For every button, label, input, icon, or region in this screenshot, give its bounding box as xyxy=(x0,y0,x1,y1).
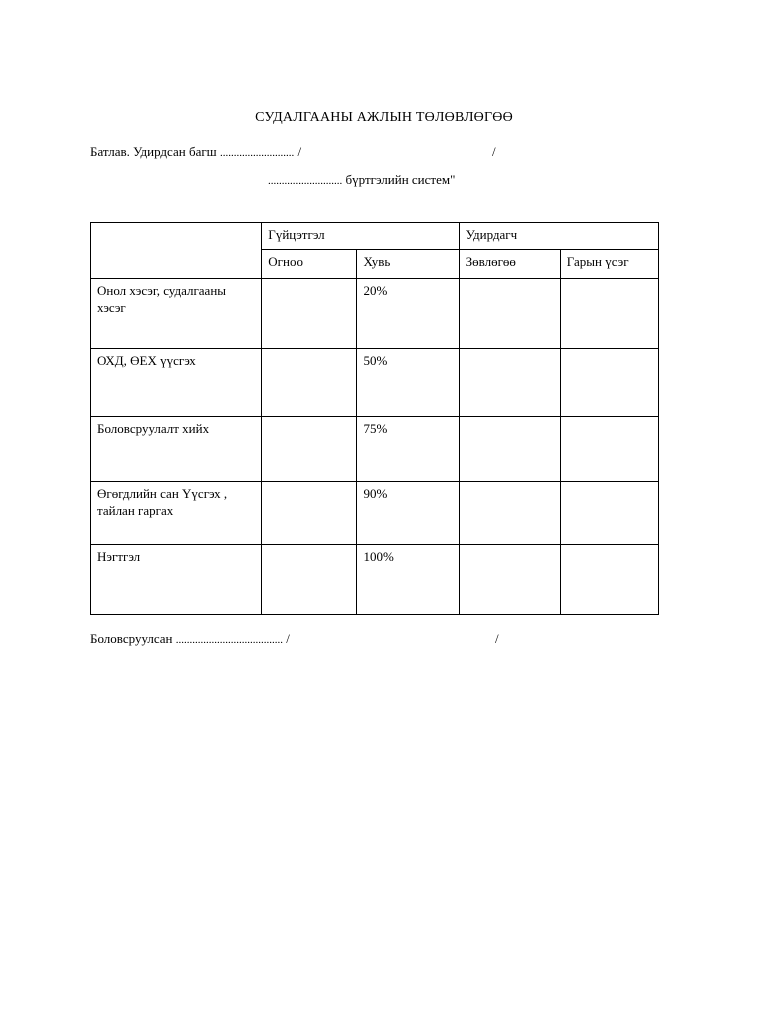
document-title: СУДАЛГААНЫ АЖЛЫН ТӨЛӨВЛӨГӨӨ xyxy=(255,110,513,125)
table-row xyxy=(91,417,659,482)
date-cell xyxy=(262,279,357,349)
advice-cell xyxy=(459,417,560,482)
signature-cell xyxy=(560,545,658,615)
date-cell xyxy=(262,482,357,545)
header-signature: Гарын үсэг xyxy=(560,250,658,279)
percent-cell: 50% xyxy=(357,349,459,417)
system-text: бүртгэлийн систем" xyxy=(345,172,456,187)
task-cell: Боловсруулалт хийх xyxy=(91,417,262,482)
table-row xyxy=(91,482,659,545)
table-corner-cell xyxy=(91,223,262,279)
header-date: Огноо xyxy=(262,250,357,279)
table-row xyxy=(91,349,659,417)
prepared-dots: ....................................... xyxy=(175,634,284,646)
table-row xyxy=(91,545,659,615)
percent-cell: 90% xyxy=(357,482,459,545)
approval-slash-2: / xyxy=(492,144,496,159)
signature-cell xyxy=(560,349,658,417)
prepared-line xyxy=(90,631,290,647)
approval-dots: ........................... xyxy=(219,147,295,159)
task-cell: Өгөгдлийн сан Үүсгэх , тайлан гаргах xyxy=(91,482,262,545)
header-advice: Зөвлөгөө xyxy=(459,250,560,279)
approval-slash-1: / xyxy=(297,144,302,159)
prepared-slash-1: / xyxy=(286,631,290,646)
advice-cell xyxy=(459,482,560,545)
system-line xyxy=(268,172,455,188)
percent-cell: 75% xyxy=(357,417,459,482)
advice-cell xyxy=(459,279,560,349)
prepared-slash-2: / xyxy=(495,631,499,646)
date-cell xyxy=(262,417,357,482)
date-cell xyxy=(262,349,357,417)
task-cell: ОХД, ӨЕХ үүсгэх xyxy=(91,349,262,417)
advice-cell xyxy=(459,349,560,417)
approval-line xyxy=(90,144,301,160)
advice-cell xyxy=(459,545,560,615)
date-cell xyxy=(262,545,357,615)
task-cell: Нэгтгэл xyxy=(91,545,262,615)
header-progress: Гүйцэтгэл xyxy=(262,223,459,250)
approval-label: Батлав. Удирдсан багш xyxy=(90,144,217,159)
percent-cell: 100% xyxy=(357,545,459,615)
table-row xyxy=(91,279,659,349)
system-dots: ........................... xyxy=(268,175,343,187)
percent-cell: 20% xyxy=(357,279,459,349)
prepared-label: Боловсруулсан xyxy=(90,631,173,646)
header-percent: Хувь xyxy=(357,250,459,279)
task-cell: Онол хэсэг, судалгааны хэсэг xyxy=(91,279,262,349)
table-header-group-row xyxy=(91,223,659,250)
signature-cell xyxy=(560,417,658,482)
signature-cell xyxy=(560,279,658,349)
header-supervisor: Удирдагч xyxy=(459,223,658,250)
plan-table xyxy=(90,222,659,615)
signature-cell xyxy=(560,482,658,545)
